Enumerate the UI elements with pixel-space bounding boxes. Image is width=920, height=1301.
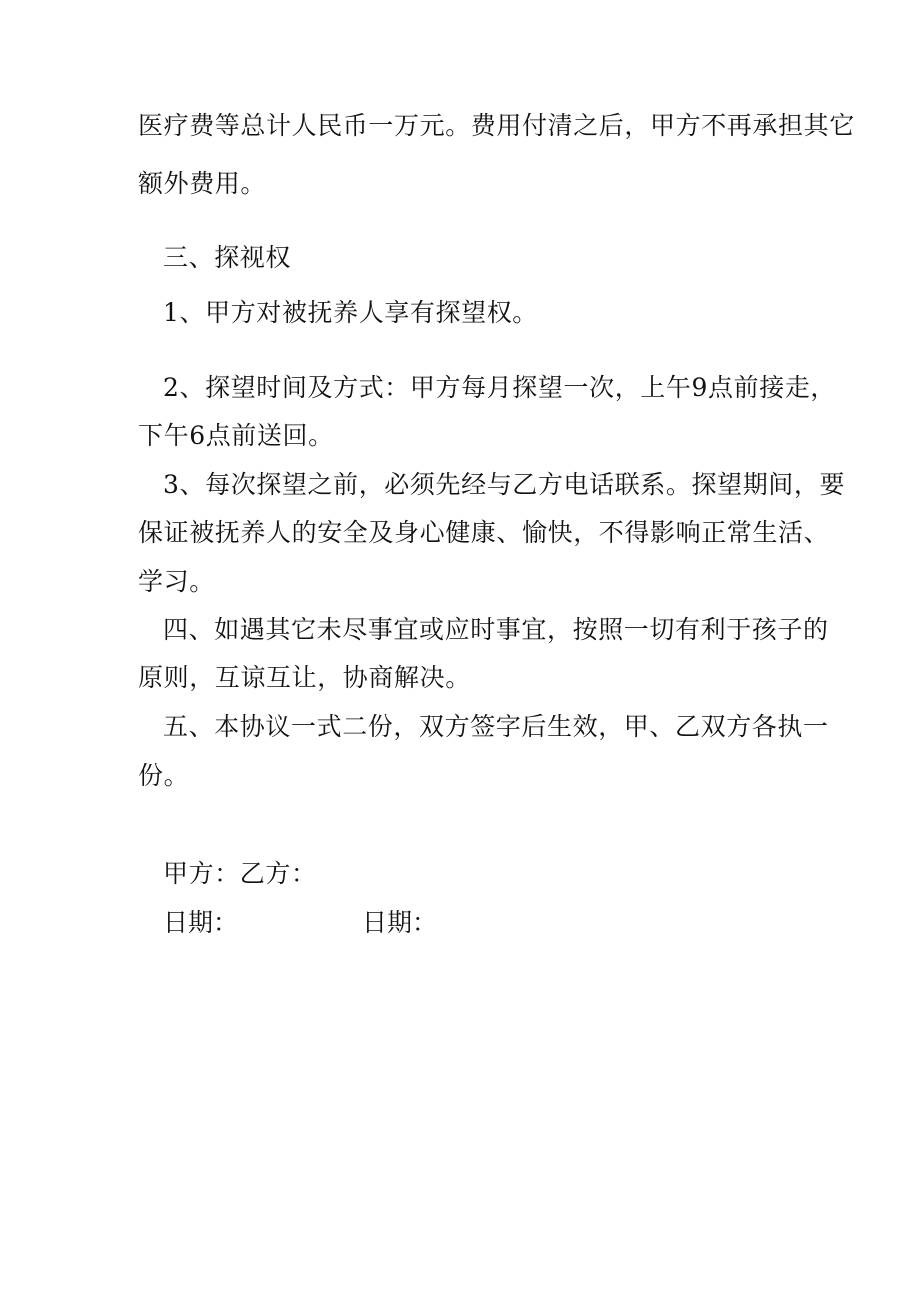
date-right-label: 日期： [362,908,438,937]
paragraph-line: 原则，互谅互让，协商解决。 [138,663,471,692]
paragraph-line: 五、本协议一式二份，双方签字后生效，甲、乙双方各执一 [163,712,829,741]
paragraph-line: 医疗费等总计人民币一万元。费用付清之后，甲方不再承担其它 [138,111,855,140]
signature-dates [0,907,920,939]
paragraph-line: 额外费用。 [138,169,267,198]
signature-parties: 甲方：乙方： [163,859,317,888]
paragraph-line: 3、每次探望之前，必须先经与乙方电话联系。探望期间，要 [163,470,846,499]
section-heading: 三、探视权 [163,243,292,272]
paragraph-line: 下午6点前送回。 [138,421,334,450]
paragraph-line: 2、探望时间及方式：甲方每月探望一次，上午9点前接走， [163,373,837,402]
paragraph-line: 学习。 [138,567,215,596]
paragraph-line: 保证被抚养人的安全及身心健康、愉快，不得影响正常生活、 [138,518,830,547]
paragraph-line: 1、甲方对被抚养人享有探望权。 [163,298,538,327]
paragraph-line: 四、如遇其它未尽事宜或应时事宜，按照一切有利于孩子的 [163,615,829,644]
paragraph-line: 份。 [138,761,190,790]
date-left-label: 日期： [163,908,239,937]
